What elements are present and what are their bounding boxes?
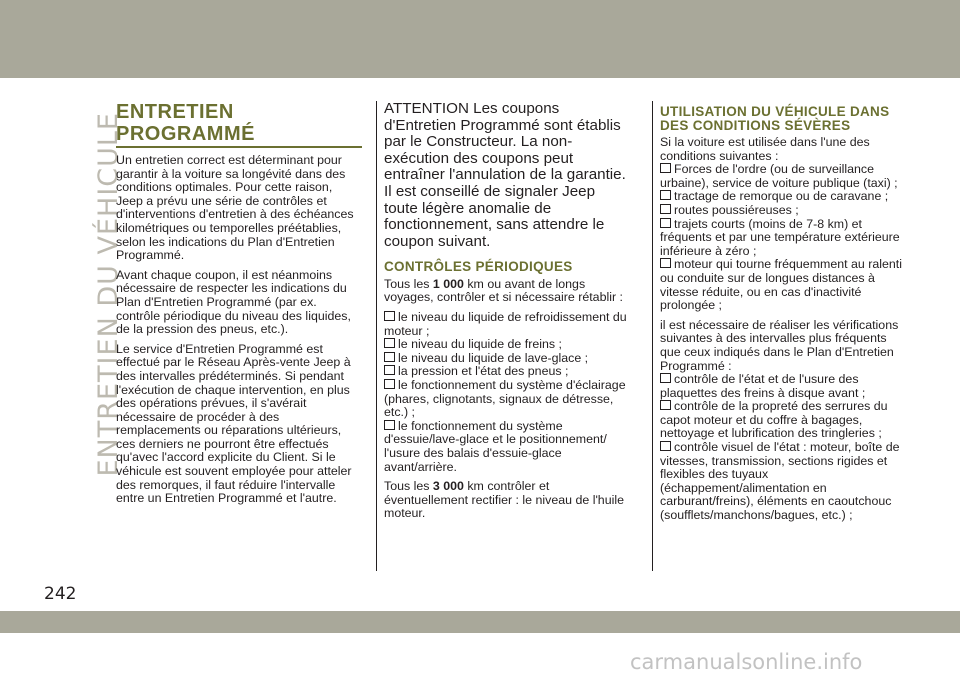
list-item	[660, 190, 908, 204]
column-divider	[652, 101, 653, 571]
checkbox-square-icon	[660, 441, 671, 451]
list-item	[384, 365, 632, 379]
list-item-text: trajets courts (moins de 7-8 km) et fréquents et par une température extérieure inférieure à zéro ;	[660, 216, 900, 258]
checkbox-square-icon	[384, 420, 395, 430]
checkbox-square-icon	[384, 352, 395, 362]
checkbox-square-icon	[384, 338, 395, 348]
list-item-text: contrôle de la propreté des serrures du capot moteur et du coffre à bagages, nettoyage et lubrification des tringleries ;	[660, 399, 888, 441]
column-2	[384, 101, 632, 527]
list-item	[660, 163, 908, 190]
paragraph	[384, 480, 632, 521]
checkbox-square-icon	[660, 258, 671, 268]
list-item	[384, 420, 632, 474]
list-item-text: Forces de l'ordre (ou de surveillance urbaine), service de voiture publique (taxi) ;	[660, 162, 898, 190]
checkbox-square-icon	[660, 204, 671, 214]
list-item	[384, 338, 632, 352]
list-item	[660, 258, 908, 312]
side-title-text: ENTRETIEN DU VÉHICULE	[93, 112, 124, 477]
list-item	[660, 204, 908, 218]
list-item-text: le niveau du liquide de lave-glace ;	[398, 350, 589, 365]
column-3	[660, 101, 908, 529]
paragraph: Avant chaque coupon, il est néanmoins nécessaire de respecter les indications du Plan d'Entretien Programmé (par ex. contrôle périodique du niveau des liquides, de la pression des pneus, etc.).	[116, 267, 351, 337]
checkbox-square-icon	[384, 311, 395, 321]
list-item-text: le niveau du liquide de refroidissement du moteur ;	[384, 310, 627, 338]
paragraph: il est nécessaire de réaliser les vérifications suivantes à des intervalles plus fréquents que ceux indiqués dans le Plan d'Entretien Programmé :	[660, 317, 899, 373]
list-item-text: contrôle visuel de l'état : moteur, boîte de vitesses, transmission, sections rigides et flexibles des tuyaux (échappement/alimentation en carburant/freins), éléments en caoutchouc (soufflets/manchons/bagues, etc.) ;	[660, 440, 900, 523]
checklist	[660, 373, 908, 523]
column-1	[116, 101, 362, 512]
section-side-title	[46, 112, 126, 582]
paragraph: Un entretien correct est déterminant pour garantir à la voiture sa longévité dans des conditions optimales. Pour cette raison, Jeep a prévu une série de contrôles et d'interventions d'entretien à des échéances kilométriques ou temporelles préétablies, selon les indications du Plan d'Entretien Programmé.	[116, 153, 354, 263]
bottom-band	[0, 611, 960, 633]
checkbox-square-icon	[660, 400, 671, 410]
watermark: carmanualsonline.info	[630, 650, 863, 674]
list-item-text: routes poussiéreuses ;	[674, 202, 799, 217]
list-item-text: le niveau du liquide de freins ;	[398, 337, 562, 352]
heading-controles-periodiques: CONTRÔLES PÉRIODIQUES	[384, 259, 573, 275]
list-item-text: le fonctionnement du système d'éclairage (phares, clignotants, signaux de détresse, etc.) ;	[384, 378, 626, 420]
km-value: 1 000	[432, 276, 464, 291]
km-value: 3 000	[432, 479, 464, 494]
checklist	[660, 163, 908, 313]
list-item	[660, 400, 908, 441]
list-item	[384, 379, 632, 420]
column-divider	[376, 101, 377, 571]
paragraph	[384, 278, 632, 305]
list-item-text: moteur qui tourne fréquemment au ralenti ou conduite sur de longues distances à vitesse réduite, ou en cas d'inactivité prolongée ;	[660, 257, 902, 313]
top-band	[0, 0, 960, 78]
attention-note: ATTENTION Les coupons d'Entretien Programmé sont établis par le Constructeur. La non-exécution des coupons peut entraîner l'annulation de la garantie. Il est conseillé de signaler Jeep toute légère anomalie de fonctionnement, sans attendre le coupon suivant.	[384, 100, 626, 250]
text: km ou avant de longs voyages, contrôler et si nécessaire rétablir :	[384, 276, 623, 305]
checkbox-square-icon	[384, 365, 395, 375]
heading-entretien-programme: ENTRETIEN PROGRAMMÉ	[116, 101, 362, 148]
checkbox-square-icon	[660, 373, 671, 383]
list-item-text: le fonctionnement du système d'essuie/lave-glace et le positionnement/ l'usure des balais d'essuie-glace avant/arrière.	[384, 418, 607, 474]
heading-conditions-severes: UTILISATION DU VÉHICULE DANS DES CONDITIONS SÉVÈRES	[660, 104, 890, 133]
list-item-text: tractage de remorque ou de caravane ;	[674, 189, 889, 204]
list-item-text: contrôle de l'état et de l'usure des plaquettes des freins à disque avant ;	[660, 372, 866, 400]
list-item	[660, 373, 908, 400]
list-item	[384, 352, 632, 366]
paragraph: Le service d'Entretien Programmé est effectué par le Réseau Après-vente Jeep à des intervalles prédéterminés. Si pendant l'exécution de chaque intervention, en plus des opérations prévues, il s'avérait nécessaire de procéder à des remplacements ou réparations ultérieurs, ces derniers ne pourront être effectués qu'avec l'accord explicite du Client. Si le véhicule est souvent employée pour atteler des remorques, il faut réduire l'intervalle entre un Entretien Programmé et l'autre.	[116, 341, 352, 506]
paragraph: Si la voiture est utilisée dans l'une des conditions suivantes :	[660, 135, 870, 163]
text: Tous les	[384, 276, 433, 291]
list-item	[660, 441, 908, 523]
text: Tous les	[384, 479, 433, 494]
text: km contrôler et éventuellement rectifier : le niveau de l'huile moteur.	[384, 479, 624, 521]
checkbox-square-icon	[660, 218, 671, 228]
checkbox-square-icon	[660, 163, 671, 173]
list-item	[384, 311, 632, 338]
checklist	[384, 311, 632, 474]
list-item	[660, 218, 908, 259]
checkbox-square-icon	[660, 190, 671, 200]
page-number: 242	[44, 584, 77, 604]
checkbox-square-icon	[384, 379, 395, 389]
list-item-text: la pression et l'état des pneus ;	[398, 364, 569, 379]
